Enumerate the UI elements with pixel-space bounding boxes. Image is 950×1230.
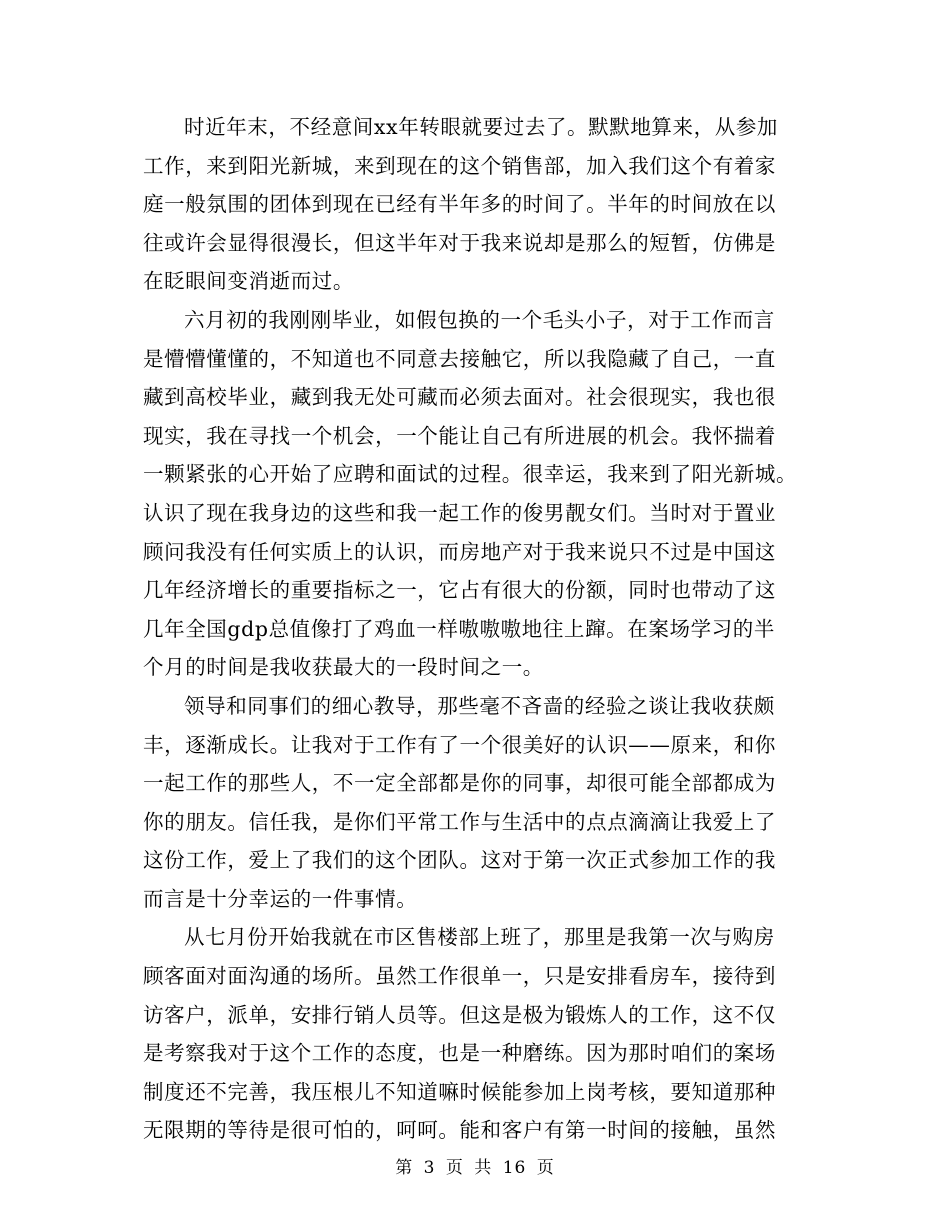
- text-line: 顾问我没有任何实质上的认识，而房地产对于我来说只不过是中国这: [143, 539, 776, 564]
- text-line: 一起工作的那些人，不一定全部都是你的同事，却很可能全部都成为: [143, 771, 776, 796]
- text-line: 而言是十分幸运的一件事情。: [143, 886, 418, 911]
- text-line: 你的朋友。信任我，是你们平常工作与生活中的点点滴滴让我爱上了: [143, 809, 776, 834]
- text-line: 是懵懵懂懂的，不知道也不同意去接触它，所以我隐藏了自己，一直: [143, 346, 776, 371]
- page-footer: 第 3 页 共 16 页: [395, 1158, 555, 1178]
- text-line: 时近年末，不经意间xx年转眼就要过去了。默默地算来，从参加: [184, 115, 779, 139]
- text-line: 一颗紧张的心开始了应聘和面试的过程。很幸运，我来到了阳光新城。: [143, 462, 798, 487]
- text-line: 无限期的等待是很可怕的，呵呵。能和客户有第一时间的接触，虽然: [143, 1118, 776, 1143]
- text-line: 访客户，派单，安排行销人员等。但这是极为锻炼人的工作，这不仅: [143, 1002, 776, 1027]
- text-line: 从七月份开始我就在市区售楼部上班了，那里是我第一次与购房: [184, 925, 775, 950]
- text-line: 个月的时间是我收获最大的一段时间之一。: [143, 655, 544, 680]
- text-line: 顾客面对面沟通的场所。虽然工作很单一，只是安排看房车，接待到: [143, 964, 776, 989]
- text-line: 工作，来到阳光新城，来到现在的这个销售部，加入我们这个有着家: [143, 153, 776, 178]
- text-line: 丰，逐渐成长。让我对于工作有了一个很美好的认识——原来，和你: [143, 732, 776, 757]
- text-line: 认识了现在我身边的这些和我一起工作的俊男靓女们。当时对于置业: [143, 500, 776, 525]
- text-line: 庭一般氛围的团体到现在已经有半年多的时间了。半年的时间放在以: [143, 192, 776, 217]
- text-line: 几年全国gdp总值像打了鸡血一样嗷嗷嗷地往上蹿。在案场学习的半: [143, 616, 775, 641]
- text-line: 往或许会显得很漫长，但这半年对于我来说却是那么的短暂，仿佛是: [143, 230, 776, 255]
- text-line: 几年经济增长的重要指标之一，它占有很大的份额，同时也带动了这: [143, 578, 776, 603]
- text-line: 在眨眼间变消逝而过。: [143, 269, 354, 294]
- text-line: 是考察我对于这个工作的态度，也是一种磨练。因为那时咱们的案场: [143, 1041, 776, 1066]
- text-line: 制度还不完善，我压根儿不知道嘛时候能参加上岗考核，要知道那种: [143, 1079, 776, 1104]
- document-body: [143, 108, 807, 1150]
- text-line: 现实，我在寻找一个机会，一个能让自己有所进展的机会。我怀揣着: [143, 423, 776, 448]
- text-line: 藏到高校毕业，藏到我无处可藏而必须去面对。社会很现实，我也很: [143, 385, 776, 410]
- text-line: 六月初的我刚刚毕业，如假包换的一个毛头小子，对于工作而言: [184, 307, 775, 332]
- text-line: 这份工作，爱上了我们的这个团队。这对于第一次正式参加工作的我: [143, 848, 776, 873]
- text-line: 领导和同事们的细心教导，那些毫不吝啬的经验之谈让我收获颇: [184, 693, 775, 718]
